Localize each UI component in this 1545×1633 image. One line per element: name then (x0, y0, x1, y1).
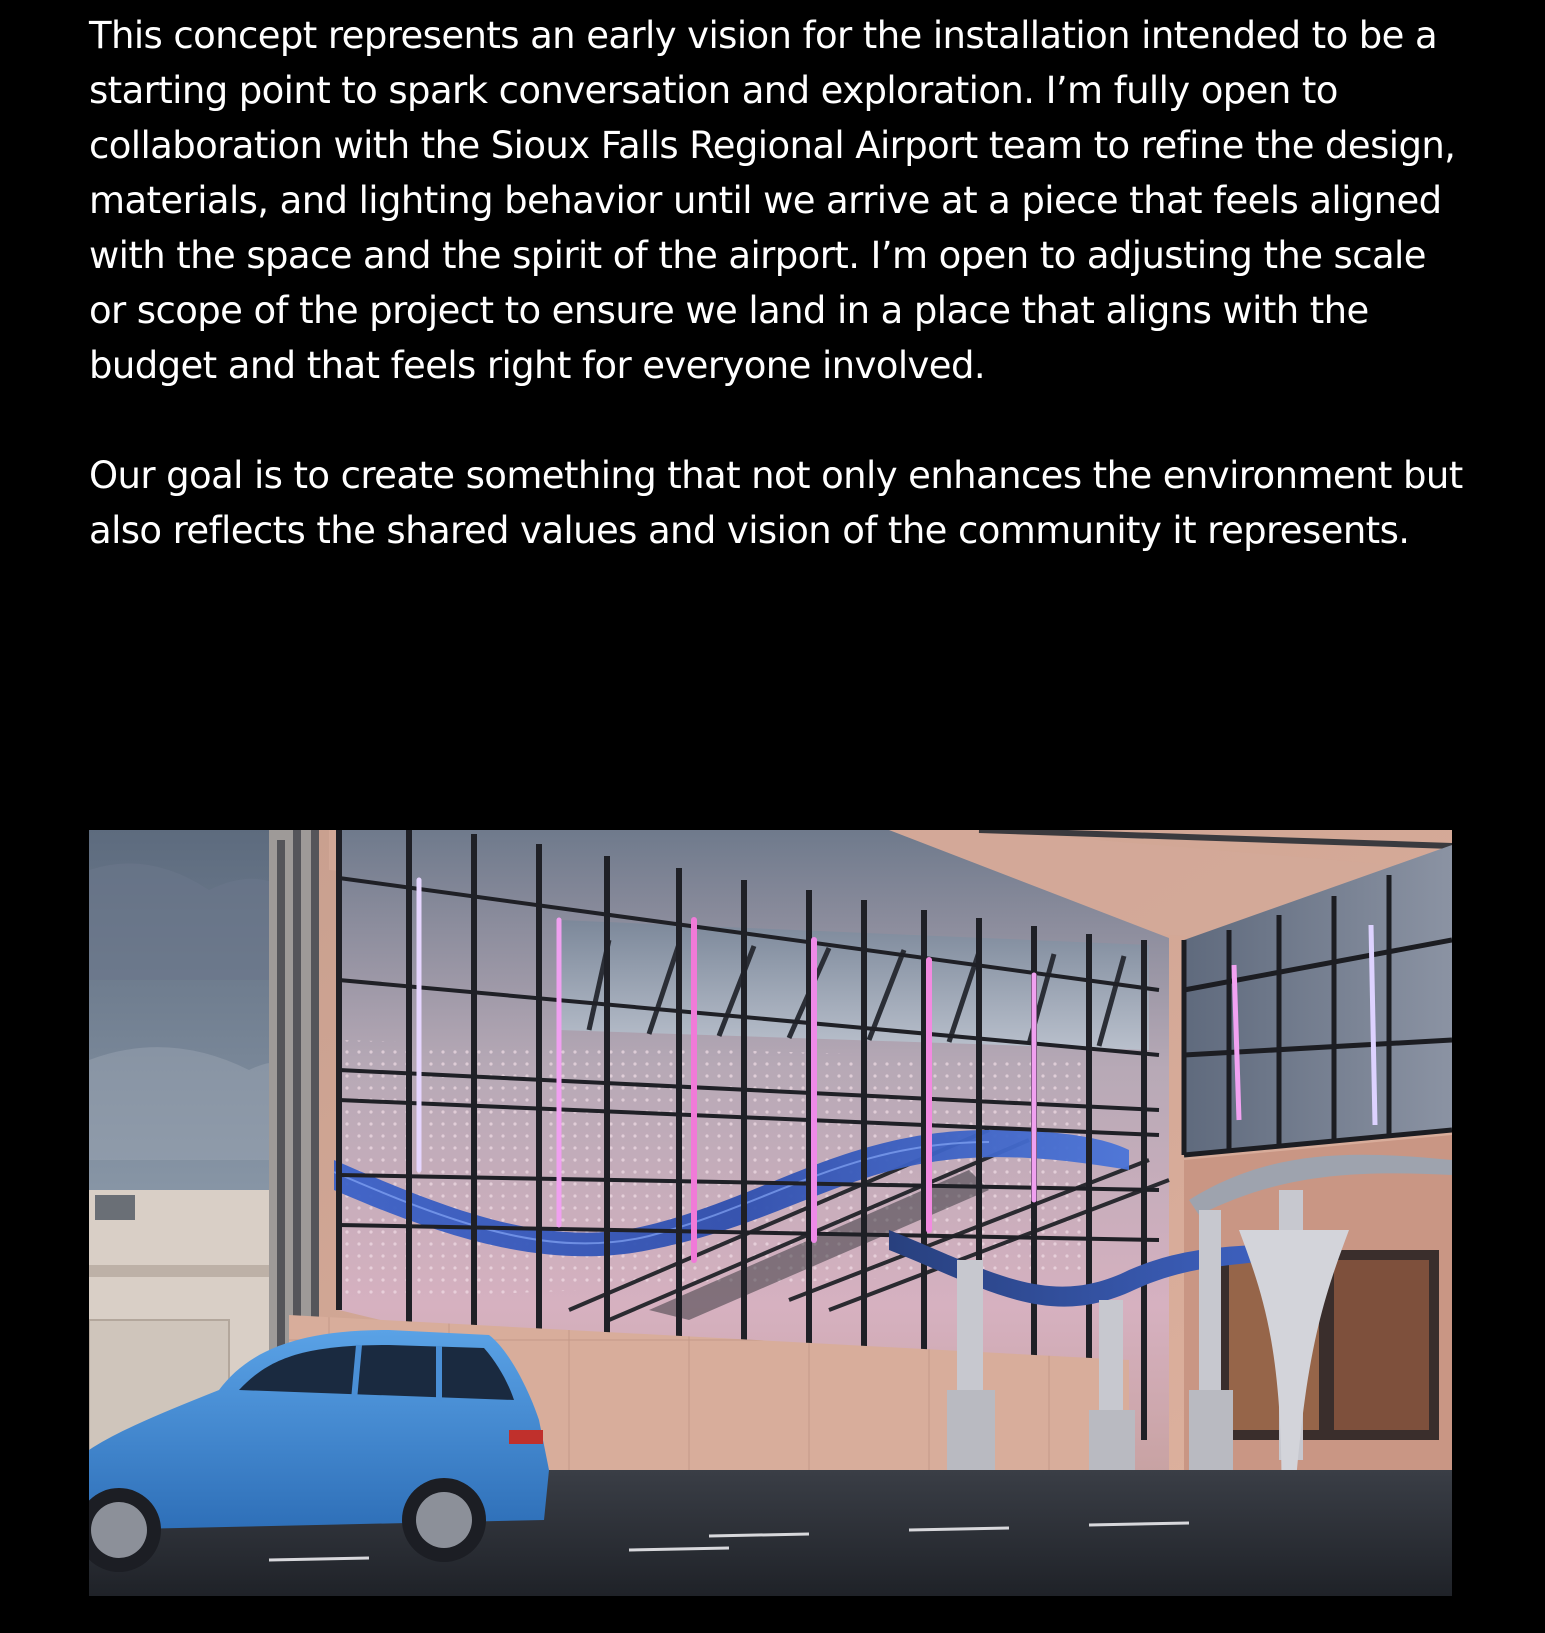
paragraph-goal: Our goal is to create something that not only enhances the environment but also reflects the shared values and vision of the community it represents. (89, 454, 1463, 552)
paragraph-concept: This concept represents an early vision for the installation intended to be a starting point to spark conversation and exploration. I’m fully open to collaboration with the Sioux Falls Regional Airport team to refine the design, materials, and lighting behavior until we arrive at a piece that feels aligned with the space and the spirit of the airport. I’m open to adjusting the scale or scope of the project to ensure we land in a place that aligns with the budget and that feels right for everyone involved. (89, 14, 1456, 387)
concept-rendering-image (89, 830, 1452, 1596)
description-text (89, 8, 1469, 558)
